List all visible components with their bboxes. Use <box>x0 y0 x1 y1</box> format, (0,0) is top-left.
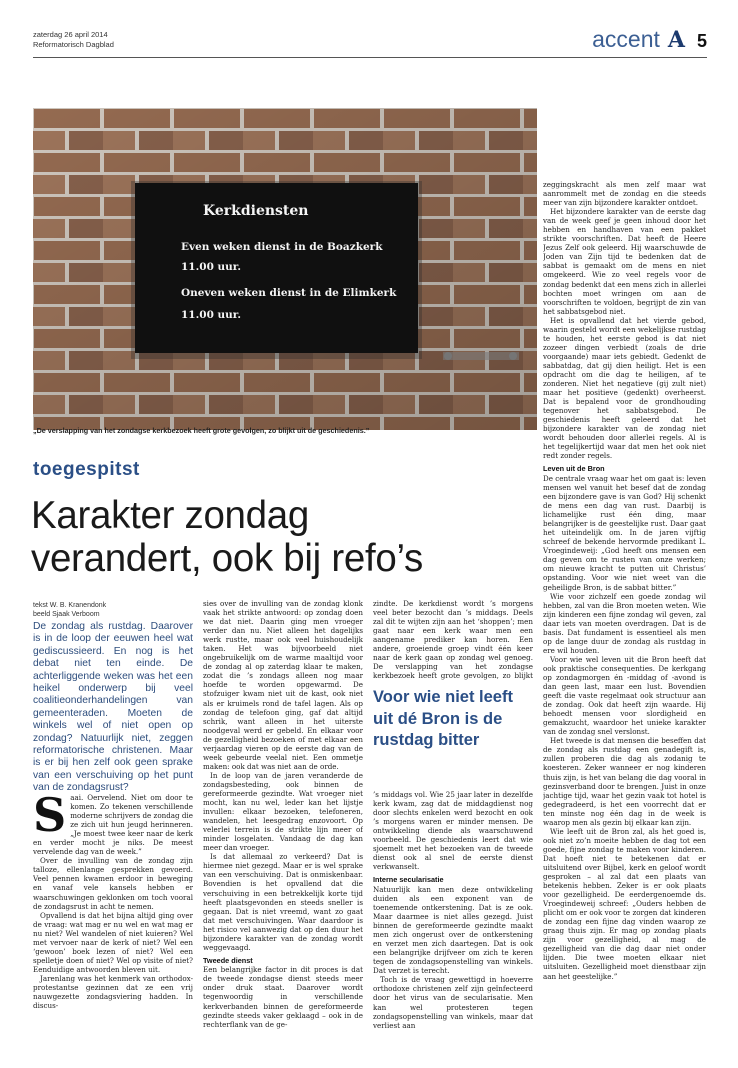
plaque-line: 11.00 uur. <box>181 261 242 273</box>
body-column-3-lower <box>373 790 533 1047</box>
body-column-1 <box>33 793 193 1045</box>
photo-credit: beeld Sjaak Verboom <box>33 611 100 618</box>
body-column-3 <box>373 599 533 681</box>
paragraph: zeggingskracht als men zelf maar wat aanrommelt met de zondag en die steeds meer van zijn bijzondere karakter ontdoet. <box>543 180 706 208</box>
paragraph: Natuurlijk kan men deze ontwikkeling duiden als een exponent van de toenemende ontkerstening. Dat is ze ook. Maar daarmee is niet alles gezegd. Juist binnen de gereformeerde gezindte maakt men zich ongerust over de ontkerstening en verzet men zich daartegen. Dat is ook een belangrijke drijfveer om zich te keren tegen de zondagsopenstelling van winkels. Dat verzet is terecht. <box>373 884 533 976</box>
subheading: Interne secularisatie <box>373 875 444 885</box>
paragraph: Over de invulling van de zondag zijn talloze, ellenlange gesprekken gevoerd. Veel pennen kwamen erdoor in beweging en vanaf vele kansels hebben er waarschuwingen geklonken om toch vooral de zondagsrust in acht te nemen. <box>33 856 193 911</box>
drop-cap: S <box>33 793 67 842</box>
paragraph: Het is opvallend dat het vierde gebod, waarin gesteld wordt een wekelijkse rustdag te houden, het eerste gebod is dat niet zozeer dingen verbiedt (zoals de drie voorgaande) maar iets gebiedt. Gedenkt de sabbatdag, dat gij dien heiligt. Het is een opdracht om die dag te heiligen, af te zonderen. Niet het negatieve (gij zult niet) maar het positieve (gedenkt) overheerst. Dat is bepalend voor de grondhouding tegenover het sabbatsgebod. De geschiedenis heeft geleerd dat het bijzondere karakter van de zondag niet wordt behouden door allerlei regels. Al is het tegelijkertijd waar dat men het ook niet redt zonder regels. <box>543 315 706 461</box>
plaque-line: Oneven weken dienst in de Elimkerk <box>181 287 397 299</box>
paragraph: Jarenlang was het kenmerk van orthodox-protestantse gezinnen dat ze een vrij nauwgezette zondagsviering hadden. In discus- <box>33 973 193 1011</box>
paragraph: Opvallend is dat het bijna altijd ging over de vraag: wat mag er nu wel en wat mag er nu niet? Wel wandelen of niet kuieren? Wel met vervoer naar de kerk of niet? Wel een ‘gewoon’ boek lezen of niet? Wel een spelletje doen of niet? Wel op visite of niet? Eenduidige antwoorden bleven uit. <box>33 910 193 974</box>
kicker: toegespitst <box>33 459 140 480</box>
paragraph: ’s middags vol. Wie 25 jaar later in dezelfde kerk kwam, zag dat de middagdienst nog door slechts enkelen werd bezocht en ook ’s morgens waren er minder mensen. De ontwikkeling diende als waarschuwend voorbeeld. De geschiedenis leert dat wie sjoemelt met het bezoeken van de tweede dienst ook al snel de eerste dienst verkwanselt. <box>373 790 533 872</box>
paper-name: Reformatorisch Dagblad <box>33 39 114 49</box>
article-intro: De zondag als rustdag. Daarover is in de loop der eeuwen heel wat gediscussieerd. En nog is het debat niet ten einde. De achterliggende weken was het een heikel onderwerp bij veel coalitieonderhandelingen van gemeenteraden. Moeten de winkels wel of niet open op zondag? Natuurlijk niet, zeggen reformatorische christenen. Maar is er bij hen zelf ook geen sprake van een verschuiving op het punt van de zondagsrust? <box>33 621 193 794</box>
byline <box>33 601 106 619</box>
header-divider <box>33 57 707 58</box>
headline-line: verandert, ook bij refo’s <box>31 537 423 580</box>
plaque-line: Even weken dienst in de Boazkerk <box>181 241 383 253</box>
headline-line: Karakter zondag <box>31 494 310 537</box>
paragraph: Het tweede is dat mensen die beseffen dat de zondag als rustdag een genadegift is, zullen proberen die dag als zodanig te koesteren. Zeker wanneer er nog kinderen thuis zijn, is het van belang die dag vooral in gezinsverband door te brengen. Juist in onze jachtige tijd, waar het gezin vaak tot hotel is gedegradeerd, is het een voorrecht dat er ten minste nog één dag in de week is waarop men als gezin bij elkaar kan zijn. <box>543 736 706 827</box>
issue-date: zaterdag 26 april 2014 <box>33 30 108 39</box>
paragraph: aai. Oervelend. Niet om door te komen. Zo tekenen verschillende moderne schrijvers de zondag die ze zich uit hun jeugd herinneren. „Je moest twee keer naar de kerk en verder mocht je niks. De meest vervelende dag van de week.” <box>33 793 193 857</box>
paragraph: De centrale vraag waar het om gaat is: leven mensen wel vanuit het besef dat de zondag een bijzondere gave is van God? Hij schenkt de mens een dag van rust. Daarbij is lichamelijke rust één ding, maar belangrijker is de geestelijke rust. Daar gaat het uiteindelijk om. In de jaren vijftig schreef de bekende hervormde predikant L. Vroegindeweij: „God heeft ons mensen een dag geven om te rusten van onze werken; om nieuwe kracht te putten uit Christus’ opstanding. Voor wie niet weet van die geheiligde Bron, is de sabbat bitter.” <box>543 473 706 592</box>
subheading: Tweede dienst <box>203 955 253 965</box>
paragraph: sies over de invulling van de zondag klonk vaak het strikte antwoord: op zondag doen we dat niet. Daarin ging men vroeger verder dan nu. Niet alleen het dagelijks werk rustte, maar ook veel huishoudelijk taken. Het was bijvoorbeeld niet ongebruikelijk om de warme maaltijd voor de zondag al op zaterdag klaar te maken, zodat die ’s zondags alleen nog maar hoefde te worden opgewarmd. De stofzuiger kwam niet uit de kast, ook niet als er kruimels rond de tafel lagen. Als op zondag de telefoon ging, gaf dat altijd schrik, want alleen in het uiterste noodgeval werd er gebeld. En elkaar voor de gezelligheid bezoeken of met elkaar een verjaardag vieren op de eerste dag van de week gebeurde veelal niet. Een ommetje maken: ook dat was niet aan de orde. <box>203 599 363 771</box>
photo-caption: „De verslapping van het zondagse kerkbezoek heeft grote gevolgen, zo blijkt uit de geschiedenis.” <box>33 426 370 435</box>
headline <box>31 494 423 580</box>
body-column-2 <box>203 599 363 1047</box>
paragraph: Een belangrijke factor in dit proces is dat de tweede zondagse dienst steeds meer onder druk staat. Daarover wordt tegenwoordig in verschillende kerkverbanden binnen de gereformeerde gezindte steeds vaker geklaagd – ook in de rechterflank van de ge- <box>203 965 363 1029</box>
body-column-4 <box>543 180 706 1047</box>
pull-quote: Voor wie niet leeft uit dé Bron is de rustdag bitter <box>373 688 513 749</box>
paragraph: Voor wie wel leven uit die Bron heeft dat ook praktische consequenties. De kerkgang op zondagmorgen én -middag of -avond is dan geen last, maar een lust. Bovendien geeft die vaste regelmaat ook structuur aan de zondag. Ook dat heeft zijn waarde. Hij behoedt mensen voor slordigheid en gemakzucht, waardoor het unieke karakter van de zondag snel verslonst. <box>543 654 706 737</box>
paragraph: zindte. De kerkdienst wordt ’s morgens veel beter bezocht dan ’s middags. Deels zal dit te wijten zijn aan het ‘shoppen’; men gaat naar een kerk waar men een aangename prediker kan horen. Een andere, groeiende groep vindt één keer naar de kerk gaan op zondag wel genoeg. De verslapping van het zondagse kerkbezoek heeft grote gevolgen, zo blijkt <box>373 599 533 681</box>
page-number: 5 <box>696 31 707 51</box>
section-name: accent <box>592 26 660 52</box>
subheading: Leven uit de Bron <box>543 464 605 474</box>
paragraph: Wie voor zichzelf een goede zondag wil hebben, zal van die Bron moeten weten. Wie zijn kinderen een fijne zondag wil geven, zal daar iets van moeten overdragen. Dat is de basis. Dat fundament is essentieel als men op de lange duur de zondag als rustdag in ere wil houden. <box>543 591 706 655</box>
plaque <box>135 183 418 353</box>
paragraph: Toch is de vraag gewettigd in hoeverre orthodoxe christenen zelf zijn geïnfecteerd door het virus van de secularisatie. Men kan wel protesteren tegen zondagsopenstelling van winkels, maar dat verliest aan <box>373 975 533 1030</box>
author-credit: tekst W. B. Kranendonk <box>33 602 107 609</box>
plaque-title: Kerkdiensten <box>203 203 309 219</box>
paragraph: Wie leeft uit de Bron zal, als het goed is, ook niet zo’n moeite hebben de dag tot een goede, fijne zondag te maken voor kinderen. Dat hoeft niet te betekenen dat er uitsluitend over Bijbel, kerk en geloof wordt gesproken – al zal dat een plaats van betekenis hebben. Zeker is er ook plaats voor gezelligheid. De eerdergenoemde ds. Vroegindeweij schreef: „Ouders hebben de plicht om er ook voor te zorgen dat kinderen de zondag een fijne dag vinden waarop ze graag thuis zijn. Er mag op zondag plaats zijn voor gezelligheid, al mag de gezelligheid van die dag daar niet onder lijden. Die twee moeten elkaar niet uitsluiten. Gezelligheid moet dienstbaar zijn aan het geestelijke.” <box>543 826 706 981</box>
paragraph: In de loop van de jaren veranderde de zondagsbesteding, ook binnen de gereformeerde gezindte. Wat vroeger niet mocht, kan nu wel, leder kan het lijstje invullen: elkaar bezoeken, telefoneren, wandelen, het leesgedrag enzovoort. Op velerlei terrein is de strikte lijn meer of minder losgelaten. Vandaag de dag kan meer dan vroeger. <box>203 770 363 853</box>
section-logo: A <box>667 27 685 53</box>
masthead-info <box>33 30 114 49</box>
paragraph: Het bijzondere karakter van de eerste dag van de week geef je geen inhoud door het hebben en handhaven van een pakket strikte voorschriften. Dat heeft de Heere Jezus Zelf ook geleerd. Hij waarschuwde de Joden van Zijn tijd te bedenken dat de sabbat is gemaakt om de mens en niet omgekeerd. Wie zo veel regels voor de zondag bedenkt dat een mens zich in allerlei bochten moet wringen om aan de voorschriften te voldoen, begrijpt de zin van het sabbatsgebod niet. <box>543 207 706 316</box>
section-header <box>592 26 707 53</box>
plaque-line: 11.00 uur. <box>181 309 242 321</box>
paragraph: Is dat allemaal zo verkeerd? Dat is hiermee niet gezegd. Maar er is wel sprake van een verschuiving. Dat is onmiskenbaar. Bovendien is het opvallend dat die verschuiving in een betrekkelijk korte tijd heeft plaatsgevonden en steeds sneller is gegaan. Dat is niet vreemd, want zo gaat dat met verschuivingen. Waar daardoor is het risico vel aanwezig dat op den duur het bijzondere karakter van de zondag wordt weggevaagd. <box>203 852 363 952</box>
